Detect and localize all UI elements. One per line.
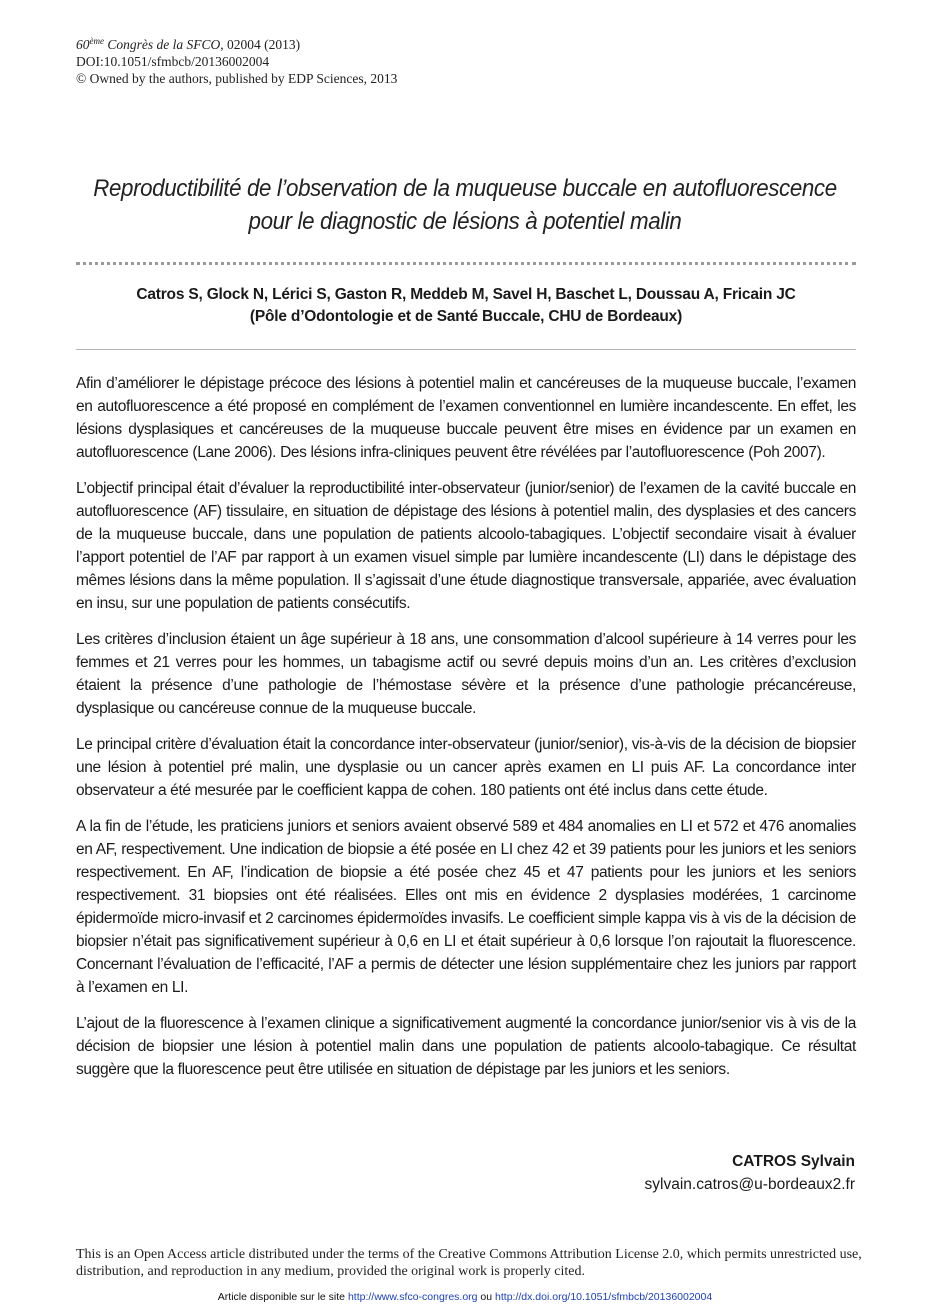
paragraph-results: A la fin de l’étude, les praticiens juniors et seniors avaient observé 589 et 484 anomalies en LI et 572 et 476 anomalies en AF, respectivement. Une indication de biopsie a été posée en LI chez 42 et 39 patients pour les juniors et les seniors respectivement. En AF, l’indication de biopsie a été posée chez 45 et 47 patients pour les juniors et les seniors respectivement. 31 biopsies ont été réalisées. Elles ont mis en évidence 2 dysplasies modérées, 1 carcinome épidermoïde micro-invasif et 2 carcinomes épidermoïdes invasifs. Le coefficient simple kappa vis à vis de la décision de biopsier n’était pas significativement supérieur à 0,6 en LI et était supérieur à 0,6 lorsque l’on rajoutait la fluorescence. Concernant l’évaluation de l’efficacité, l’AF a permis de détecter une lésion supplémentaire chez les juniors par rapport à l’examen en LI.	[76, 818, 856, 996]
doi-line: DOI:10.1051/sfmbcb/20136002004	[76, 54, 270, 69]
title-line-2: pour le diagnostic de lésions à potentiel malin	[248, 208, 682, 235]
signature-name: CATROS Sylvain	[732, 1153, 855, 1170]
copyright-line: © Owned by the authors, published by EDP Sciences, 2013	[76, 71, 398, 86]
author-signature	[645, 1150, 855, 1196]
publication-header	[76, 36, 397, 87]
conference-ordinal: ème	[89, 36, 104, 46]
solid-divider	[76, 349, 856, 350]
article-title	[70, 172, 861, 238]
article-body	[76, 372, 856, 1094]
conference-number: 60	[76, 37, 90, 52]
license-notice: This is an Open Access article distributed under the terms of the Creative Commons Attribution License 2.0, which permits unrestricted use, distribution, and reproduction in any medium, provided the original work is properly cited.	[76, 1247, 862, 1279]
title-line-1: Reproductibilité de l’observation de la muqueuse buccale en autofluorescence	[93, 175, 837, 202]
paragraph-criteria: Les critères d’inclusion étaient un âge supérieur à 18 ans, une consommation d’alcool supérieure à 14 verres pour les femmes et 21 verres pour les hommes, un tabagisme actif ou sevré depuis moins d’un an. Les critères d’exclusion étaient la présence d’une pathologie de l’hémostase sévère et la présence d’une pathologie précancéreuse, dysplasique ou cancéreuse connue de la muqueuse buccale.	[76, 631, 856, 717]
paragraph-conclusion: L’ajout de la fluorescence à l’examen clinique a significativement augmenté la concordance junior/senior vis à vis de la décision de biopsier une lésion à potentiel malin dans une population de patients alcoolo-tabagique. Ce résultat suggère que la fluorescence peut être utilisée en situation de dépistage par les juniors et les seniors.	[76, 1015, 856, 1078]
availability-line	[0, 1290, 930, 1304]
dotted-divider	[76, 262, 856, 265]
availability-prefix: Article disponible sur le site	[217, 1291, 348, 1303]
paragraph-introduction: Afin d’améliorer le dépistage précoce des lésions à potentiel malin et cancéreuses de la muqueuse buccale, l’examen en autofluorescence a été proposé en complément de l’examen conventionnel en lumière incandescente. En effet, les lésions dysplasiques et cancéreuses de la muqueuse buccale peuvent être mises en évidence par un examen en autofluorescence (Lane 2006). Des lésions infra-cliniques peuvent être révélées par l’autofluorescence (Poh 2007).	[76, 375, 856, 461]
conference-name: Congrès de la SFCO	[104, 37, 221, 52]
doi-link[interactable]: http://dx.doi.org/10.1051/sfmbcb/20136002004	[495, 1291, 713, 1303]
authors-block	[76, 284, 856, 328]
author-affiliation: (Pôle d’Odontologie et de Santé Buccale, CHU de Bordeaux)	[249, 308, 683, 325]
sfco-link[interactable]: http://www.sfco-congres.org	[347, 1291, 478, 1303]
paragraph-evaluation: Le principal critère d’évaluation était la concordance inter-observateur (junior/senior), vis-à-vis de la décision de biopsier une lésion à potentiel pré malin, une dysplasie ou un cancer après examen en LI puis AF. La concordance inter observateur a été mesurée par le coefficient kappa de cohen. 180 patients ont été inclus dans cette étude.	[76, 736, 856, 799]
availability-middle: ou	[477, 1291, 496, 1303]
conference-line	[76, 36, 397, 53]
paragraph-objectives: L’objectif principal était d’évaluer la reproductibilité inter-observateur (junior/senior) de l’examen de la cavité buccale en autofluorescence (AF) tissulaire, en situation de dépistage des lésions à potentiel malin, des dysplasies et des cancers de la muqueuse buccale, dans une population de patients alcoolo-tabagiques. L’objectif secondaire visait à évaluer l’apport potentiel de l’AF par rapport à un examen visuel simple par lumière incandescente (LI) dans le dépistage des mêmes lésions dans la même population. Il s’agissait d’une étude diagnostique transversale, appariée, avec évaluation en insu, sur une population de patients consécutifs.	[76, 480, 856, 612]
article-reference: , 02004 (2013)	[220, 37, 301, 52]
author-names: Catros S, Glock N, Lérici S, Gaston R, Meddeb M, Savel H, Baschet L, Doussau A, Fricain JC	[136, 286, 796, 303]
signature-email[interactable]: sylvain.catros@u-bordeaux2.fr	[644, 1176, 855, 1193]
